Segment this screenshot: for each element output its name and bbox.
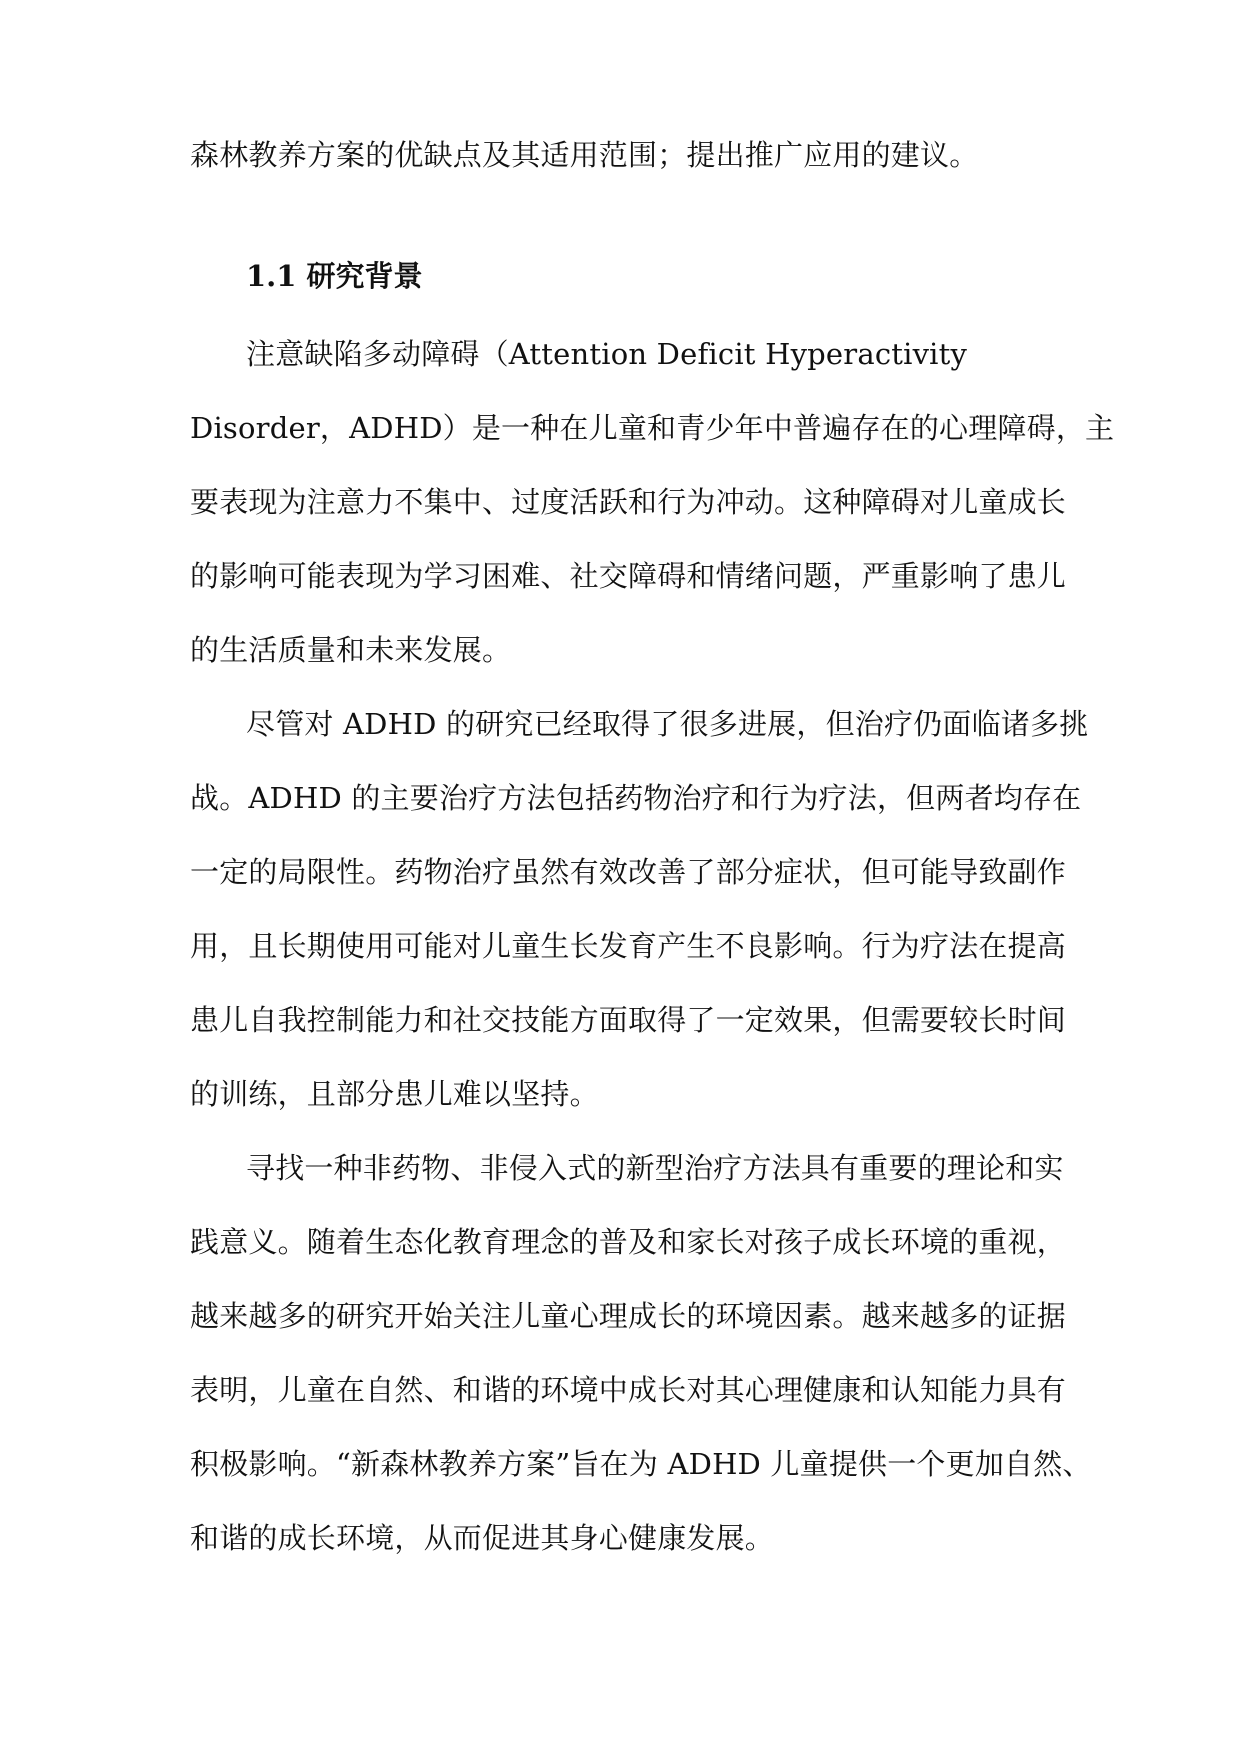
section-heading: 1.1 研究背景 <box>246 259 423 293</box>
paragraph-1-line-2: Disorder，ADHD）是一种在儿童和青少年中普遍存在的心理障碍，主 <box>190 411 1115 445</box>
paragraph-1-line-5: 的生活质量和未来发展。 <box>190 633 512 667</box>
paragraph-3-line-3: 越来越多的研究开始关注儿童心理成长的环境因素。越来越多的证据 <box>190 1299 1067 1333</box>
paragraph-1-line-3: 要表现为注意力不集中、过度活跃和行为冲动。这种障碍对儿童成长 <box>190 485 1067 519</box>
paragraph-2-line-4: 用，且长期使用可能对儿童生长发育产生不良影响。行为疗法在提高 <box>190 929 1067 963</box>
paragraph-2-line-3: 一定的局限性。药物治疗虽然有效改善了部分症状，但可能导致副作 <box>190 855 1067 889</box>
paragraph-3-line-4: 表明，儿童在自然、和谐的环境中成长对其心理健康和认知能力具有 <box>190 1373 1067 1407</box>
paragraph-2-line-2: 战。ADHD 的主要治疗方法包括药物治疗和行为疗法，但两者均存在 <box>190 781 1082 815</box>
paragraph-1-line-1: 注意缺陷多动障碍（Attention Deficit Hyperactivity <box>246 337 968 371</box>
paragraph-2-line-6: 的训练，且部分患儿难以坚持。 <box>190 1077 599 1111</box>
paragraph-2-line-5: 患儿自我控制能力和社交技能方面取得了一定效果，但需要较长时间 <box>190 1003 1067 1037</box>
paragraph-3-line-2: 践意义。随着生态化教育理念的普及和家长对孩子成长环境的重视， <box>190 1225 1067 1259</box>
intro-line: 森林教养方案的优缺点及其适用范围；提出推广应用的建议。 <box>190 138 979 172</box>
paragraph-2-line-1: 尽管对 ADHD 的研究已经取得了很多进展，但治疗仍面临诸多挑 <box>246 707 1089 741</box>
paragraph-3-line-5: 积极影响。“新森林教养方案”旨在为 ADHD 儿童提供一个更加自然、 <box>190 1447 1092 1481</box>
paragraph-3-line-1: 寻找一种非药物、非侵入式的新型治疗方法具有重要的理论和实 <box>246 1151 1064 1185</box>
paragraph-3-line-6: 和谐的成长环境，从而促进其身心健康发展。 <box>190 1521 775 1555</box>
paragraph-1-line-4: 的影响可能表现为学习困难、社交障碍和情绪问题，严重影响了患儿 <box>190 559 1067 593</box>
